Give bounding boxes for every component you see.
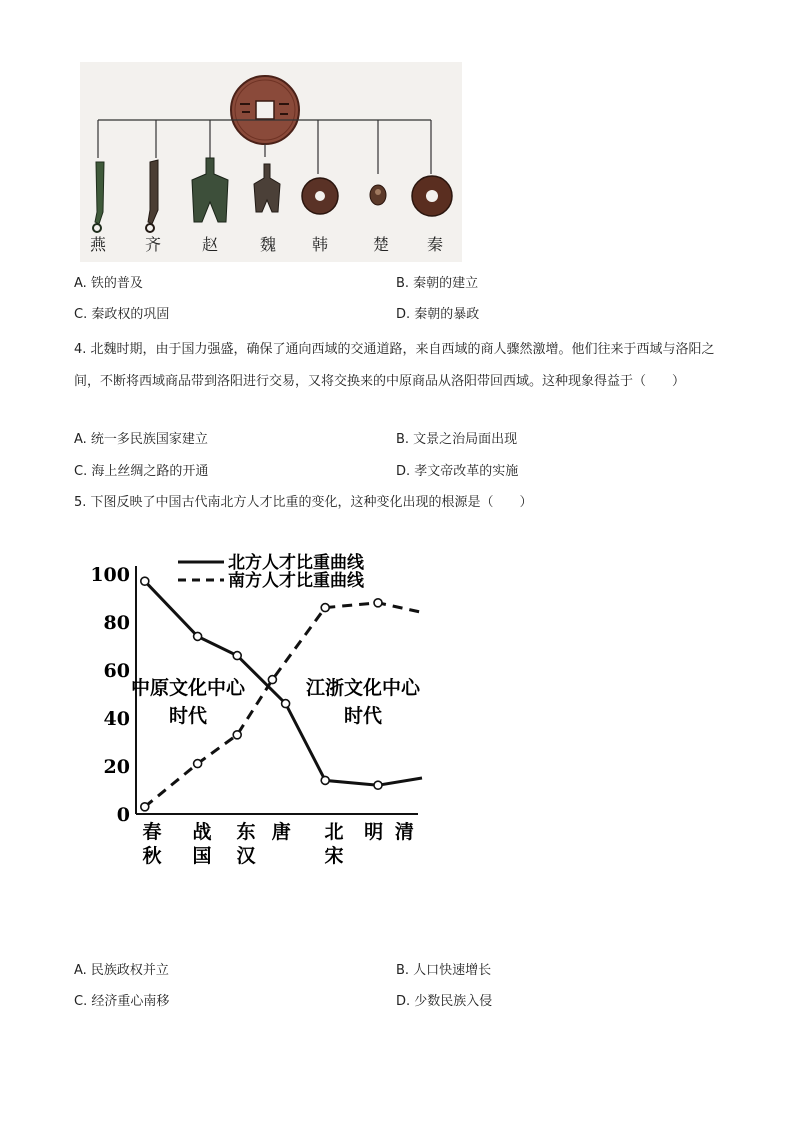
legend-label-south: 南方人才比重曲线 (228, 571, 364, 591)
south-data-point (194, 760, 202, 768)
x-tick-label: 清 (394, 821, 414, 843)
q4-stem: 4. 北魏时期，由于国力强盛，确保了通向西域的交通道路，来自西域的商人骤然激增。他们往来于西域与洛阳之间，不断将西域商品带到洛阳进行交易，又将交换来的中原商品从洛阳带回西域。这种现象得益于（ ） (74, 342, 715, 389)
y-tick-label: 100 (90, 564, 130, 586)
q5-option-b: B. 人口快速增长 (396, 963, 492, 978)
q5-option-d: D. 少数民族入侵 (396, 994, 493, 1009)
han-round-coin-icon (302, 178, 338, 214)
state-label: 韩 (311, 235, 329, 254)
north-data-point (141, 577, 149, 585)
chart-legend (178, 552, 365, 591)
q4-option-a: A. 统一多民族国家建立 (74, 432, 208, 447)
y-tick-label: 60 (103, 660, 130, 682)
y-tick-label: 20 (103, 756, 130, 778)
q5-option-a: A. 民族政权并立 (74, 963, 169, 978)
north-data-point (321, 776, 329, 784)
south-data-point (321, 604, 329, 612)
y-tick-label: 40 (103, 708, 130, 730)
state-label: 魏 (259, 235, 277, 254)
q4-option-c: C. 海上丝绸之路的开通 (74, 464, 209, 479)
x-tick-label: 北 (324, 821, 344, 843)
qin-round-coin-icon (412, 176, 452, 216)
annotation-jiangzhe-line1: 江浙文化中心 (305, 677, 421, 699)
south-data-point (268, 676, 276, 684)
coin-figure (80, 62, 462, 262)
north-data-point (282, 700, 290, 708)
south-data-point (141, 803, 149, 811)
state-label: 燕 (89, 235, 107, 254)
annotation-jiangzhe-line2: 时代 (343, 705, 383, 727)
q4-option-b: B. 文景之治局面出现 (396, 432, 518, 447)
q4-option-d: D. 孝文帝改革的实施 (396, 464, 519, 479)
south-data-point (374, 599, 382, 607)
q3-option-c: C. 秦政权的巩固 (74, 307, 170, 322)
north-data-point (374, 781, 382, 789)
annotation-central-plains-line1: 中原文化中心 (130, 677, 246, 699)
x-tick-label: 唐 (271, 821, 291, 843)
annotation-central-plains-line2: 时代 (168, 705, 208, 727)
x-tick-label: 东 (236, 821, 256, 843)
q3-option-b: B. 秦朝的建立 (396, 276, 479, 291)
q5-option-c: C. 经济重心南移 (74, 994, 170, 1009)
talent-ratio-chart (90, 548, 458, 870)
q5-stem: 5. 下图反映了中国古代南北方人才比重的变化，这种变化出现的根源是（ ） (74, 495, 533, 510)
y-tick-label: 0 (116, 804, 130, 826)
state-label: 楚 (372, 235, 390, 254)
q3-option-a: A. 铁的普及 (74, 276, 143, 291)
state-label: 齐 (144, 235, 162, 254)
state-label: 秦 (426, 235, 444, 254)
chu-coin-icon (370, 185, 386, 205)
state-label: 赵 (201, 235, 219, 254)
y-tick-label: 80 (103, 612, 130, 634)
q3-option-d: D. 秦朝的暴政 (396, 307, 480, 322)
x-tick-label: 秋 (142, 845, 162, 867)
x-tick-label: 国 (192, 845, 212, 867)
legend-label-north: 北方人才比重曲线 (228, 553, 364, 573)
x-tick-label: 汉 (236, 845, 256, 867)
north-data-point (194, 632, 202, 640)
banliang-coin-icon (231, 76, 299, 144)
x-tick-label: 明 (364, 821, 384, 843)
south-data-point (233, 731, 241, 739)
north-data-point (233, 652, 241, 660)
x-tick-label: 宋 (324, 845, 344, 867)
x-tick-label: 春 (142, 821, 162, 843)
chart-annotations (131, 676, 421, 727)
x-tick-label: 战 (192, 821, 212, 843)
